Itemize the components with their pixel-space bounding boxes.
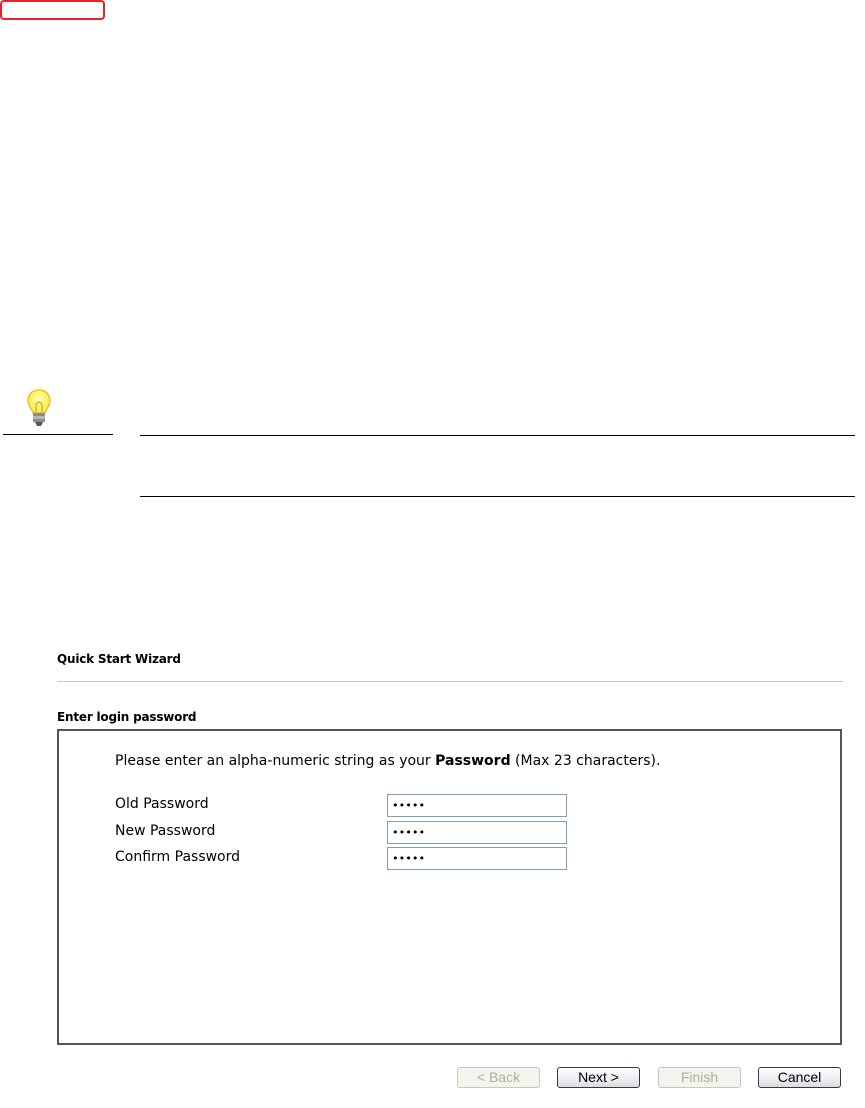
wizard-title: Quick Start Wizard xyxy=(57,652,181,666)
section-title: Enter login password xyxy=(57,710,197,724)
instruction-text xyxy=(115,753,660,769)
new-password-label: New Password xyxy=(115,823,216,839)
note-rule-bottom xyxy=(140,496,855,497)
old-password-label: Old Password xyxy=(115,796,209,812)
instruction-suffix: (Max 23 characters). xyxy=(510,753,661,769)
instruction-prefix: Please enter an alpha-numeric string as your xyxy=(115,753,436,769)
cancel-button[interactable]: Cancel xyxy=(758,1067,841,1088)
confirm-password-label: Confirm Password xyxy=(115,849,241,865)
note-rule-top xyxy=(140,435,855,436)
finish-button[interactable]: Finish xyxy=(658,1067,741,1088)
next-button[interactable]: Next > xyxy=(557,1067,640,1088)
back-button[interactable]: < Back xyxy=(457,1067,540,1088)
new-password-input[interactable] xyxy=(387,821,567,844)
wizard-divider xyxy=(57,681,843,682)
confirm-password-input[interactable] xyxy=(387,847,567,870)
note-divider-short xyxy=(3,434,113,435)
instruction-bold: Password xyxy=(435,753,511,769)
highlight-box xyxy=(0,0,105,20)
password-panel xyxy=(57,729,842,1045)
lightbulb-icon xyxy=(22,386,56,432)
old-password-input[interactable] xyxy=(387,794,567,817)
